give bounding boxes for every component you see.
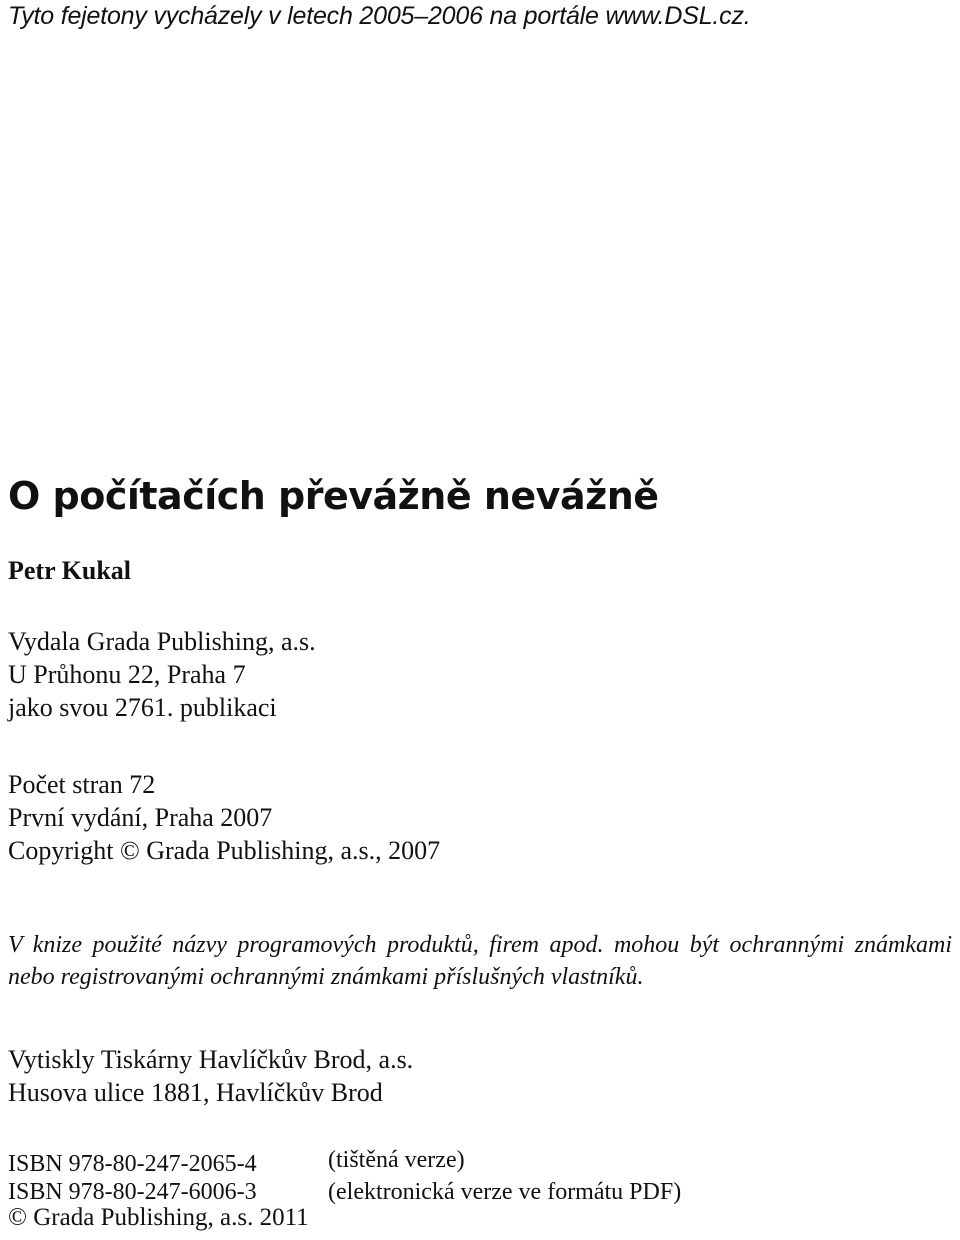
publisher-address: U Průhonu 22, Praha 7 [8, 660, 246, 689]
first-edition: První vydání, Praha 2007 [8, 803, 273, 832]
isbn-note: (elektronická verze ve formátu PDF) [328, 1179, 682, 1205]
publisher-info [8, 625, 316, 724]
page-count: Počet stran 72 [8, 770, 156, 799]
copyright-line: Copyright © Grada Publishing, a.s., 2007 [8, 836, 441, 865]
final-copyright: © Grada Publishing, a.s. 2011 [8, 1204, 309, 1231]
trademark-disclaimer: V knize použité názvy programových produktů, firem apod. mohou být ochrannými známkami nebo registrovanými ochrannými známkami příslušných vlastníků. [8, 932, 952, 990]
author-name: Petr Kukal [8, 556, 132, 585]
isbn-row-print [8, 1147, 681, 1178]
isbn-number: ISBN 978-80-247-6006-3 [8, 1179, 257, 1205]
isbn-number: ISBN 978-80-247-2065-4 [8, 1151, 257, 1177]
publication-number: jako svou 2761. publikaci [8, 693, 277, 722]
printer-name: Vytiskly Tiskárny Havlíčkův Brod, a.s. [8, 1045, 414, 1074]
printer-info [8, 1043, 413, 1109]
book-title: O počítačích převážně nevážně [8, 474, 659, 518]
intro-note: Tyto fejetony vycházely v letech 2005–2006 na portále www.DSL.cz. [8, 2, 751, 30]
isbn-list [8, 1147, 682, 1206]
isbn-row-ebook [8, 1178, 681, 1206]
printer-address: Husova ulice 1881, Havlíčkův Brod [8, 1078, 383, 1107]
publisher-name: Vydala Grada Publishing, a.s. [8, 627, 316, 656]
isbn-note: (tištěná verze) [328, 1147, 465, 1173]
edition-info [8, 768, 440, 867]
